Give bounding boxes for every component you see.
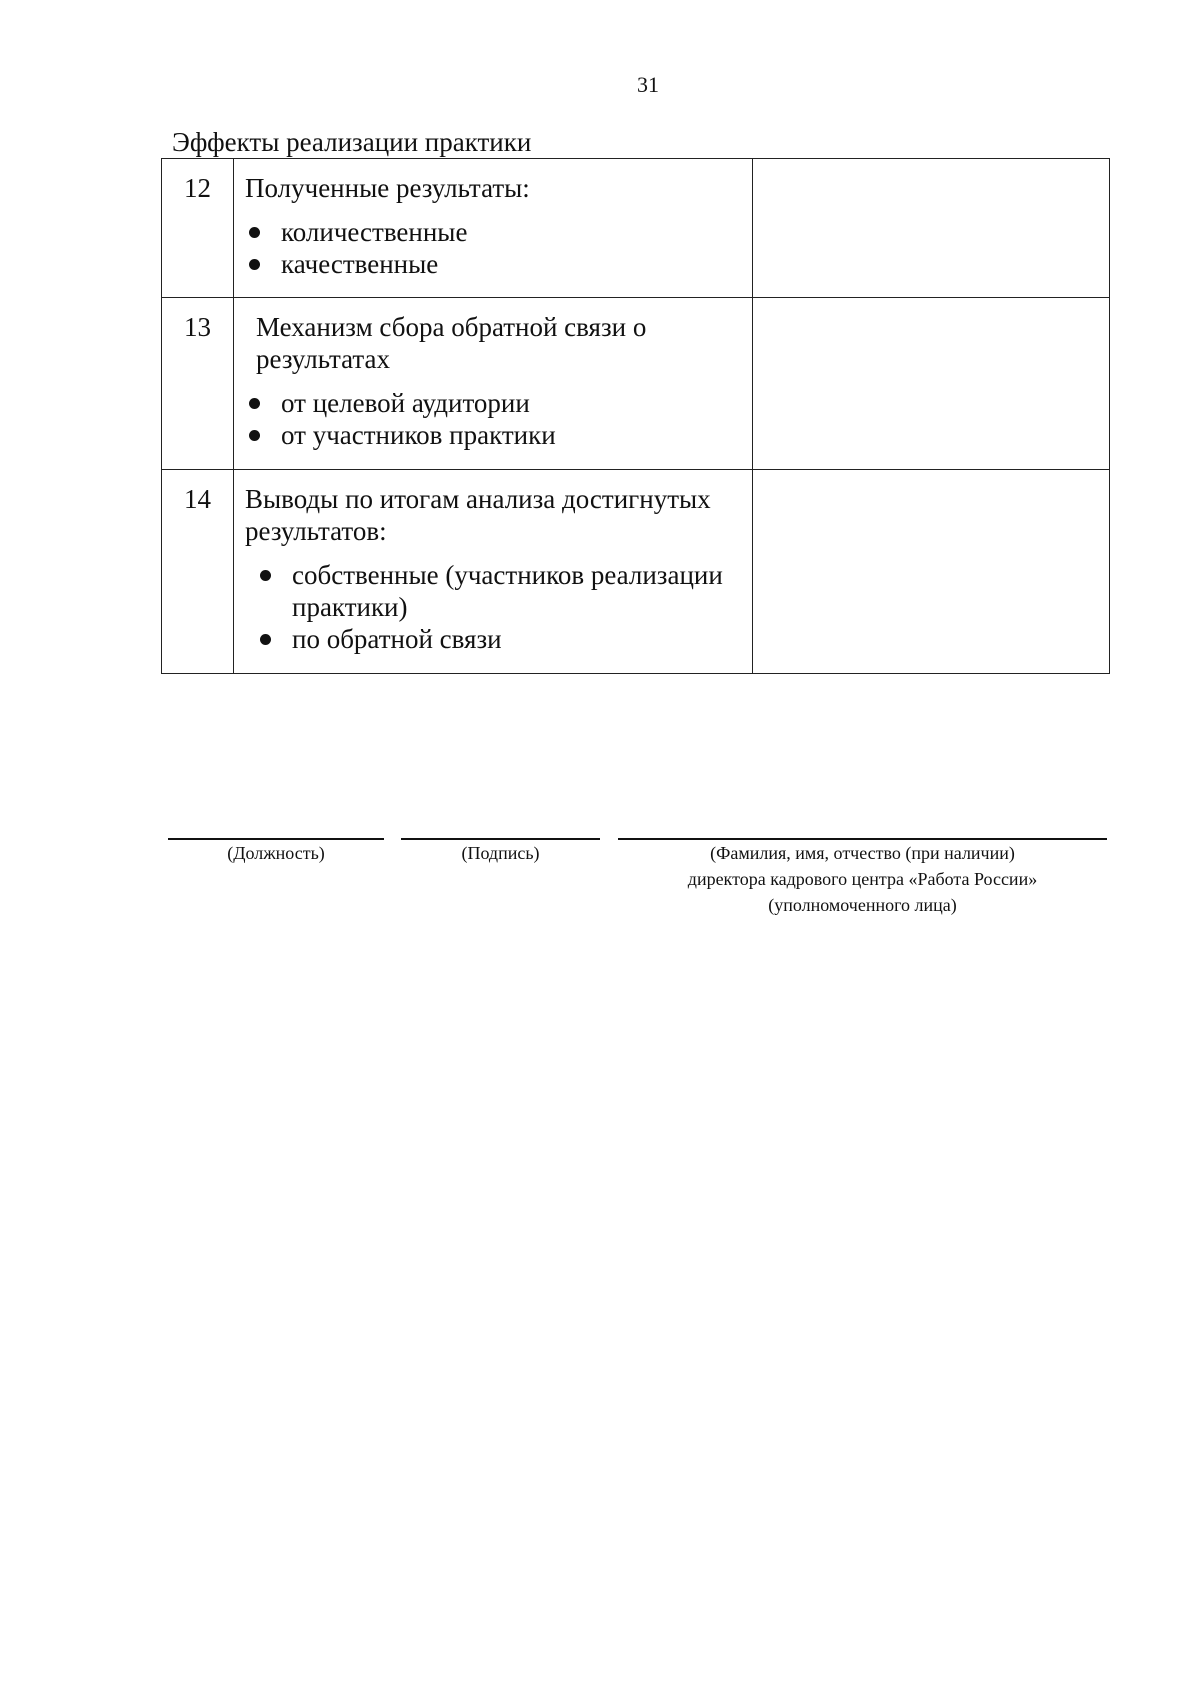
row-number-cell — [162, 159, 234, 298]
row-value-cell — [753, 159, 1110, 298]
table-row — [162, 298, 1110, 470]
row-description-cell — [234, 470, 753, 674]
row-title: Выводы по итогам анализа достигнутых результатов: — [245, 484, 711, 546]
page-number: 31 — [637, 72, 659, 97]
row-number: 14 — [184, 484, 211, 514]
bullet-list — [245, 559, 742, 655]
section-title: Эффекты реализации практики — [172, 127, 532, 157]
bullet-item: от участников практики — [245, 419, 742, 451]
row-value-cell — [753, 298, 1110, 470]
row-description-cell — [234, 159, 753, 298]
bullet-item: качественные — [245, 248, 742, 280]
bullet-list — [245, 216, 742, 280]
row-value-cell — [753, 470, 1110, 674]
bullet-list — [245, 387, 742, 451]
bullet-item: собственные (участников реализации практики) — [245, 559, 742, 623]
practice-effects-table — [161, 158, 1110, 674]
row-number: 13 — [184, 312, 211, 342]
name-caption-line2: директора кадрового центра «Работа России» — [687, 869, 1038, 889]
name-caption-line1: (Фамилия, имя, отчество (при наличии) — [710, 843, 1015, 863]
row-number-cell — [162, 470, 234, 674]
table-row — [162, 470, 1110, 674]
row-title: Механизм сбора обратной связи о результатах — [256, 312, 647, 374]
position-caption: (Должность) — [227, 843, 325, 863]
row-description-cell — [234, 298, 753, 470]
row-number-cell — [162, 298, 234, 470]
bullet-item: по обратной связи — [245, 623, 742, 655]
row-number: 12 — [184, 173, 211, 203]
name-caption-line3: (уполномоченного лица) — [768, 895, 957, 915]
signature-caption: (Подпись) — [461, 843, 540, 863]
bullet-item: количественные — [245, 216, 742, 248]
row-title: Полученные результаты: — [245, 173, 530, 203]
bullet-item: от целевой аудитории — [245, 387, 742, 419]
table-row — [162, 159, 1110, 298]
